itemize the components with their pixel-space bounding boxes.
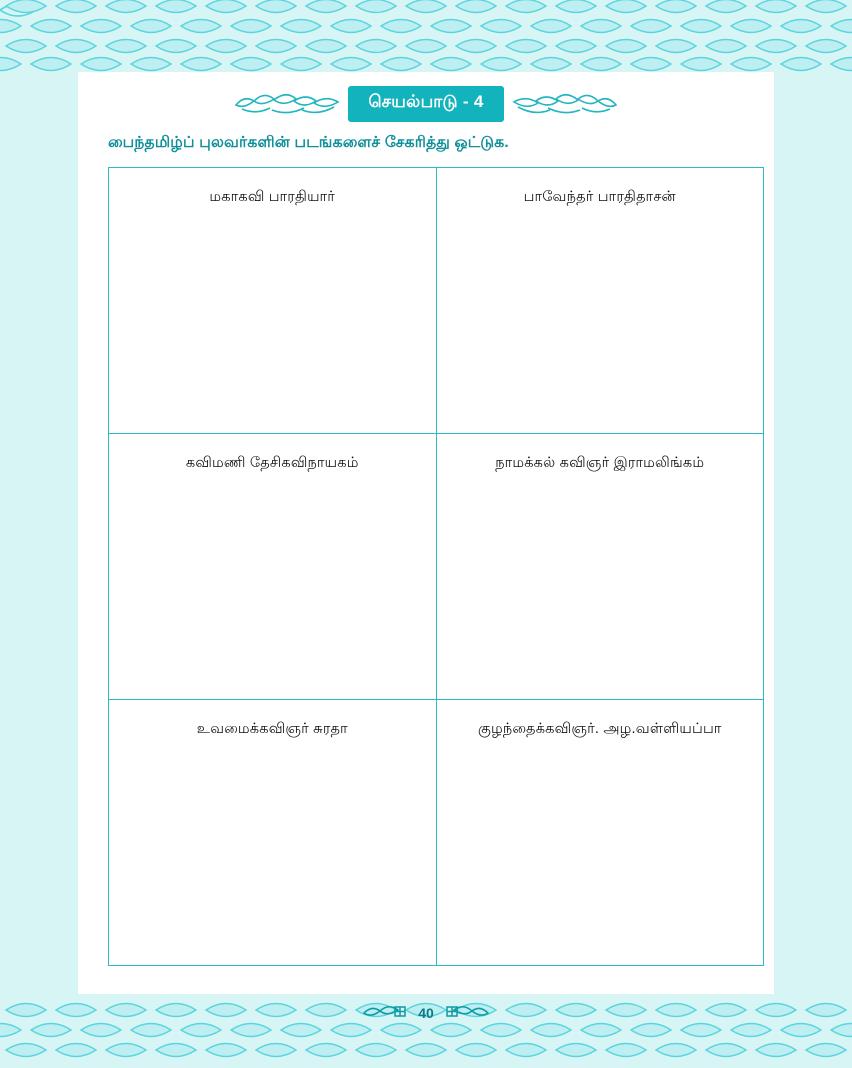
table-row [109, 168, 764, 434]
grid-cell[interactable] [109, 168, 437, 434]
leaf-pattern-top-svg [0, 0, 852, 72]
page-footer [0, 1004, 852, 1022]
content-sheet [78, 72, 774, 994]
footer-ornament-right-icon [444, 1004, 490, 1022]
page-number: 40 [418, 1005, 434, 1021]
cell-label: நாமக்கல் கவிஞர் இராமலிங்கம் [495, 455, 705, 471]
cell-label: மகாகவி பாரதியார் [209, 189, 336, 205]
cell-label: கவிமணி தேசிகவிநாயகம் [185, 455, 359, 471]
ornament-left-icon [232, 91, 342, 117]
cell-label: உவமைக்கவிஞர் சுரதா [196, 721, 348, 737]
grid-cell[interactable] [436, 168, 764, 434]
grid-cell[interactable] [436, 434, 764, 700]
table-row [109, 700, 764, 966]
activity-header [78, 82, 774, 126]
table-row [109, 434, 764, 700]
paste-photos-grid [108, 167, 764, 966]
ornament-right-icon [510, 91, 620, 117]
cell-label: பாவேந்தர் பாரதிதாசன் [523, 189, 676, 205]
footer-ornament-left-icon [362, 1004, 408, 1022]
activity-badge: செயல்பாடு - 4 [348, 86, 503, 122]
cell-label: குழந்தைக்கவிஞர். அழ.வள்ளியப்பா [477, 721, 722, 737]
decorative-border-bottom [0, 990, 852, 1068]
grid-cell[interactable] [109, 700, 437, 966]
grid-cell[interactable] [109, 434, 437, 700]
instruction-text: பைந்தமிழ்ப் புலவர்களின் படங்களைச் சேகரித்து ஒட்டுக. [108, 134, 509, 151]
grid-cell[interactable] [436, 700, 764, 966]
decorative-border-top [0, 0, 852, 72]
leaf-pattern-bottom-svg [0, 990, 852, 1068]
